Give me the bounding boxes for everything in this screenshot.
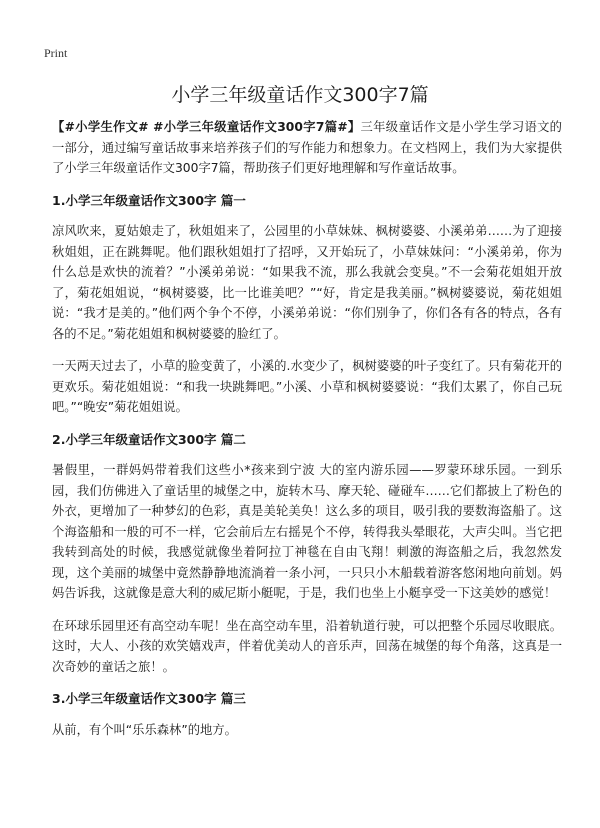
section-2-paragraph-2: 在环球乐园里还有高空动车呢！坐在高空动车里，沿着轨道行驶，可以把整个乐园尽收眼底。这时，大人、小孩的欢笑嬉戏声，伴着优美动人的音乐声，回荡在城堡的每个角落，这真是一次奇妙的童话之旅！。 — [52, 618, 562, 674]
section-heading-3: 3.小学三年级童话作文300字 篇三 — [52, 691, 246, 706]
article-body — [52, 117, 562, 752]
section-heading-1: 1.小学三年级童话作文300字 篇一 — [52, 192, 246, 208]
section-1-paragraph-2: 一天两天过去了，小草的脸变黄了，小溪的.水变少了，枫树婆婆的叶子变红了。只有菊花开的更欢乐。菊花姐姐说：“和我一块跳舞吧。”小溪、小草和枫树婆婆说：“我们太累了，你自己玩吧。”“晚安”菊花姐姐说。 — [52, 359, 562, 414]
section-heading-2: 2.小学三年级童话作文300字 篇二 — [52, 431, 246, 447]
section-3-paragraph-1: 从前，有个叫“乐乐森林”的地方。 — [52, 722, 237, 737]
intro-text: 三年级童话作文是小学生学习语文的一部分，通过编写童话故事来培养孩子们的写作能力和想象力。在文档网上，我们为大家提供了小学三年级童话作文300字7篇，帮助孩子们更好地理解和写作童话故事。 — [52, 120, 562, 175]
section-1-paragraph-1: 凉风吹来，夏姑娘走了，秋姐姐来了，公园里的小草妹妹、枫树婆婆、小溪弟弟……为了迎接秋姐姐，正在跳舞呢。他们跟秋姐姐打了招呼，又开始玩了，小草妹妹问：“小溪弟弟，你为什么总是欢快的流着？”小溪弟弟说：“如果我不流，那么我就会变臭。”不一会菊花姐姐开放了，菊花姐姐说，“枫树婆婆，比一比谁美吧？”“好，肯定是我美丽。”枫树婆婆说，菊花姐姐说：“我才是美的。”他们两个争个不停，小溪弟弟说：“你们别争了，你们各有各的特点，各有各的不足。”菊花姐姐和枫树婆婆的脸红了。 — [52, 224, 562, 341]
section-2-paragraph-1: 暑假里，一群妈妈带着我们这些小*孩来到宁波 大的室内游乐园——罗蒙环球乐园。一到乐园，我们仿佛进入了童话里的城堡之中，旋转木马、摩天轮、碰碰车……它们都披上了粉色的外衣，更增加了一种梦幻的色彩，真是美轮美奂！这么多的项目，吸引我的要数海盗船了。这个海盗船和一般的可不一样，它会前后左右摇晃个不停，转得我头晕眼花，大声尖叫。当它把我转到高处的时候，我感觉就像坐着阿拉丁神毯在自由飞翔！刺激的海盗船之后，我忽然发现，这个美丽的城堡中竟然静静地流淌着一条小河，一只只小木船载着游客悠闲地向前划。妈妈告诉我，这就像是意大利的威尼斯小艇呢，于是，我们也坐上小艇享受一下这美妙的感觉！ — [52, 463, 562, 600]
print-link[interactable]: Print — [44, 46, 68, 60]
intro-tag: 【#小学生作文# #小学三年级童话作文300字7篇#】 — [52, 120, 361, 134]
page-title: 小学三年级童话作文300字7篇 — [171, 84, 429, 106]
intro-paragraph — [52, 117, 562, 179]
